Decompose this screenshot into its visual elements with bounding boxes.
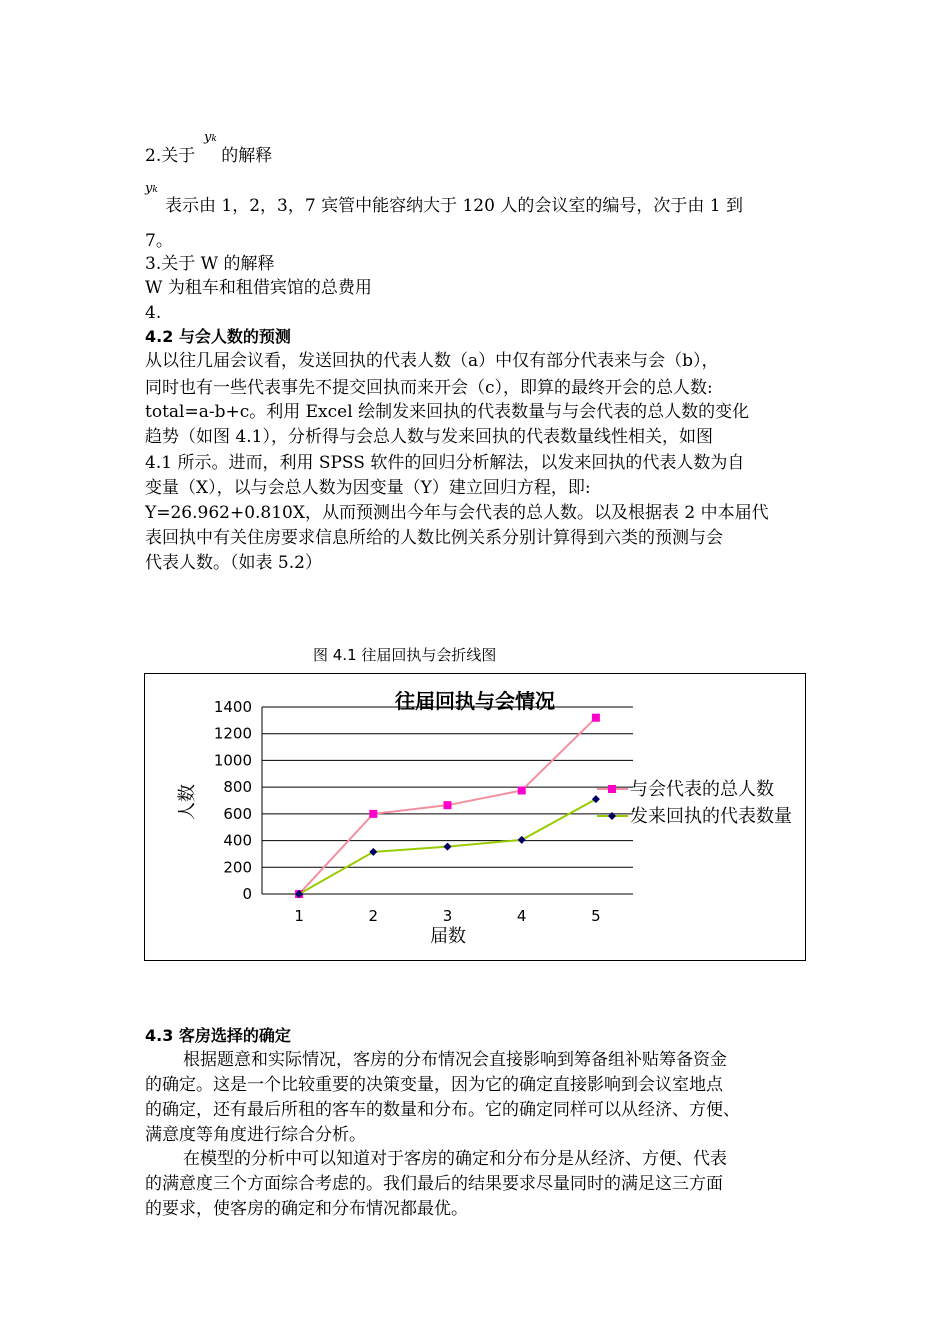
y-tick-label: 200 xyxy=(223,858,252,877)
y-tick-label: 1200 xyxy=(213,724,252,743)
s43-line-3: 的确定，还有最后所租的客车的数量和分布。它的确定同样可以从经济、方便、 xyxy=(145,1100,740,1120)
x-tick-label: 1 xyxy=(294,907,304,925)
s43-line-7: 的要求，使客房的确定和分布情况都最优。 xyxy=(145,1199,468,1219)
section-4-3-heading: 4.3 客房选择的确定 xyxy=(145,1026,291,1045)
series-marker xyxy=(444,843,452,851)
item-4: 4. xyxy=(145,303,162,323)
series-marker xyxy=(444,801,452,809)
yk-symbol-top: yk xyxy=(204,130,217,145)
yk-description: 表示由 1，2，3，7 宾管中能容纳大于 120 人的会议室的编号，次于由 1 到 xyxy=(165,196,743,216)
y-tick-label: 1000 xyxy=(213,751,252,770)
x-tick-label: 4 xyxy=(516,907,527,925)
s42-line-7: Y=26.962+0.810X，从而预测出今年与会代表的总人数。以及根据表 2 中本届代 xyxy=(145,503,769,523)
legend-marker xyxy=(608,812,616,820)
series-marker xyxy=(592,714,600,722)
s42-line-9: 代表人数。（如表 5.2） xyxy=(145,553,322,573)
legend-label: 与会代表的总人数 xyxy=(630,779,774,800)
y-tick-label: 600 xyxy=(223,804,252,823)
line-chart xyxy=(145,674,805,960)
y-tick-label: 400 xyxy=(223,831,252,850)
legend-label: 发来回执的代表数量 xyxy=(630,806,792,827)
yk-symbol-desc: yk xyxy=(145,181,158,196)
y-axis-label: 人数 xyxy=(177,784,198,820)
s42-line-8: 表回执中有关住房要求信息所给的人数比例关系分别计算得到六类的预测与会 xyxy=(145,528,723,548)
x-axis-label: 届数 xyxy=(430,926,466,947)
y-tick-label: 0 xyxy=(242,885,252,903)
section-4-2-heading: 4.2 与会人数的预测 xyxy=(145,327,291,346)
series-marker xyxy=(369,848,377,856)
s42-line-6: 变量（X），以与会总人数为因变量（Y）建立回归方程，即: xyxy=(145,478,591,498)
s43-line-4: 满意度等角度进行综合分析。 xyxy=(145,1125,366,1145)
figure-caption: 图 4.1 往届回执与会折线图 xyxy=(313,646,497,664)
chart-title: 往届回执与会情况 xyxy=(395,689,555,713)
series-marker xyxy=(518,836,526,844)
w-description: W 为租车和租借宾馆的总费用 xyxy=(145,278,372,298)
x-tick-label: 3 xyxy=(442,907,453,925)
series-marker xyxy=(518,786,526,794)
legend-marker xyxy=(608,785,616,793)
yk-description-cont: 7。 xyxy=(145,231,173,251)
x-tick-label: 2 xyxy=(368,907,379,925)
s42-line-4: 趋势（如图 4.1），分析得与会总人数与发来回执的代表数量线性相关，如图 xyxy=(145,427,713,447)
series-marker xyxy=(592,795,600,803)
s42-line-1: 从以往几届会议看，发送回执的代表人数（a）中仅有部分代表来与会（b）， xyxy=(145,351,719,371)
s43-line-2: 的确定。这是一个比较重要的决策变量，因为它的确定直接影响到会议室地点 xyxy=(145,1075,723,1095)
s42-line-5: 4.1 所示。进而，利用 SPSS 软件的回归分析解法，以发来回执的代表人数为自 xyxy=(145,453,745,473)
yk-heading: 2.关于 的解释 xyxy=(145,146,273,166)
y-tick-label: 1400 xyxy=(213,698,252,716)
s43-line-5: 在模型的分析中可以知道对于客房的确定和分布分是从经济、方便、代表 xyxy=(183,1149,727,1169)
chart-frame xyxy=(144,673,806,961)
x-tick-label: 5 xyxy=(591,907,601,925)
s43-line-1: 根据题意和实际情况，客房的分布情况会直接影响到筹备组补贴筹备资金 xyxy=(183,1050,727,1070)
y-tick-label: 800 xyxy=(223,778,252,797)
s42-line-2: 同时也有一些代表事先不提交回执而来开会（c），即算的最终开会的总人数: xyxy=(145,378,713,398)
w-heading: 3.关于 W 的解释 xyxy=(145,254,275,274)
s42-line-3: total=a-b+c。利用 Excel 绘制发来回执的代表数量与与会代表的总人数的变化 xyxy=(145,402,750,422)
s43-line-6: 的满意度三个方面综合考虑的。我们最后的结果要求尽量同时的满足这三方面 xyxy=(145,1174,723,1194)
series-marker xyxy=(369,810,377,818)
